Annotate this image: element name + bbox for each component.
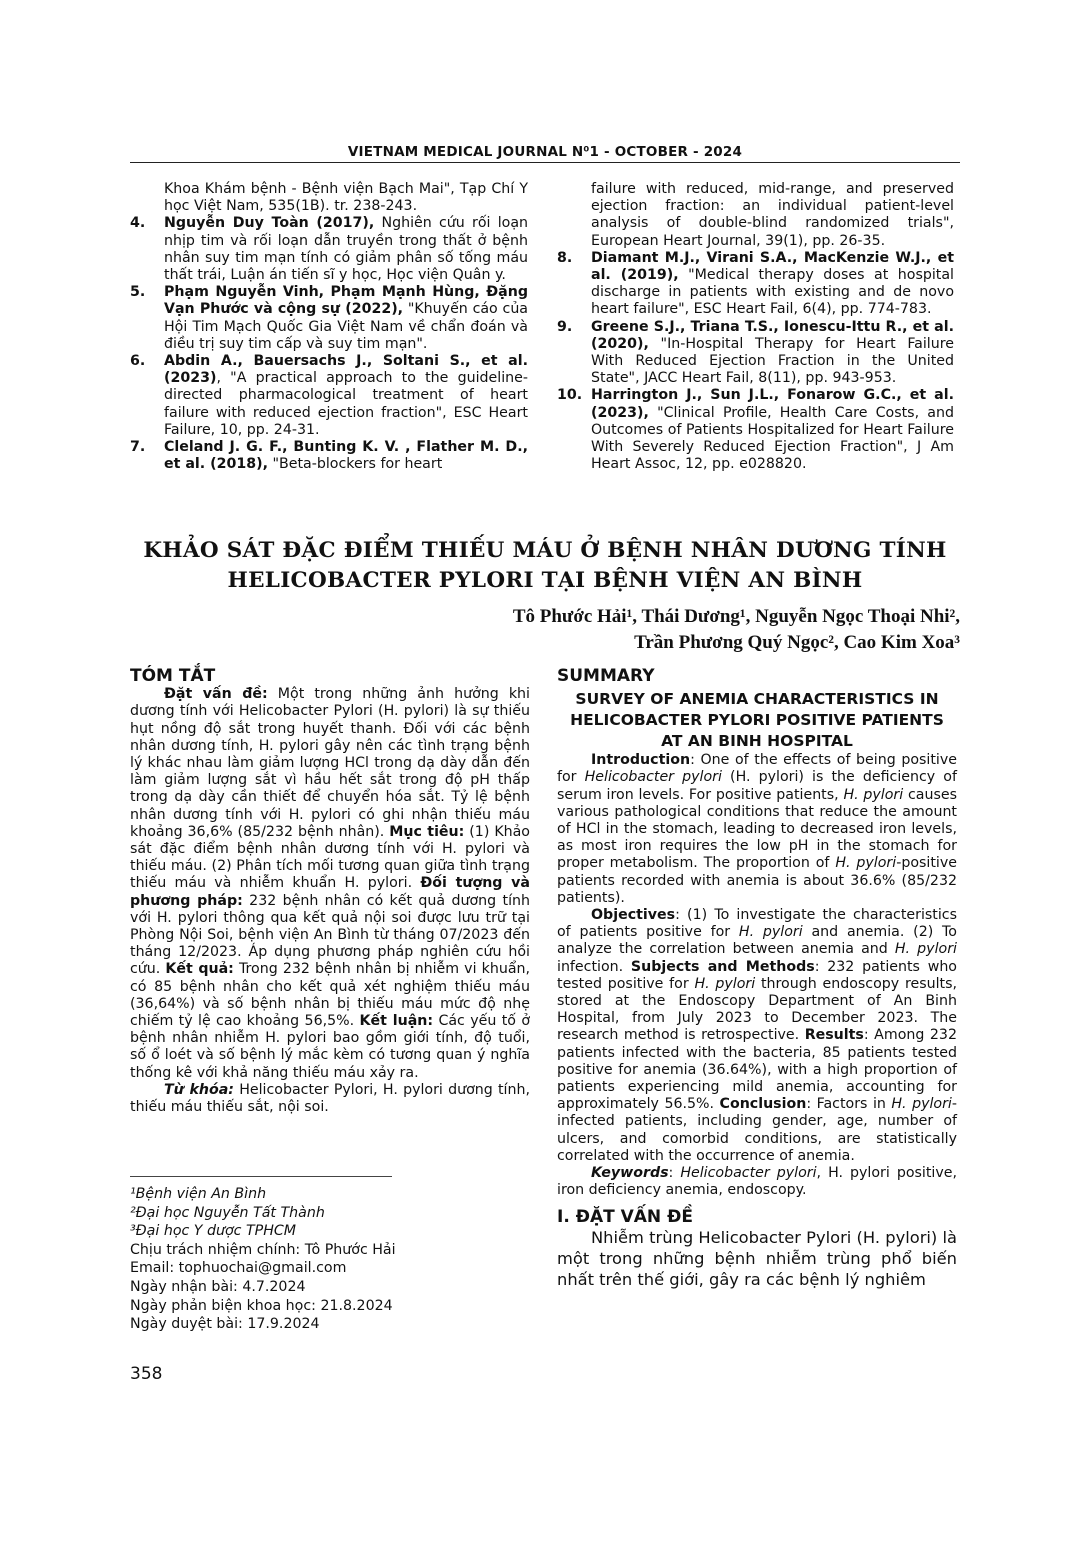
footnote-rule	[130, 1176, 392, 1177]
running-header: VIETNAM MEDICAL JOURNAL N⁰1 - OCTOBER - 2024	[347, 144, 743, 160]
tomtat-keywords: Từ khóa: Helicobacter Pylori, H. pylori dương tính, thiếu máu thiếu sắt, nội soi.	[130, 1081, 530, 1116]
authors-line-1: Tô Phước Hải¹, Thái Dương¹, Nguyễn Ngọc Thoại Nhi²,	[512, 606, 960, 627]
summary-title: SURVEY OF ANEMIA CHARACTERISTICS IN HELICOBACTER PYLORI POSITIVE PATIENTS AT AN BINH HOSPITAL	[570, 690, 944, 751]
reference-6: 6. Abdin A., Bauersachs J., Soltani S., et al. (2023), "A practical approach to the guideline-directed pharmacological treatment of heart failure with reduced ejection fraction", ESC Heart Failure, 10, pp. 24-31.	[130, 353, 528, 438]
article-title-line-1: KHẢO SÁT ĐẶC ĐIỂM THIẾU MÁU Ở BỆNH NHÂN DƯƠNG TÍNH	[143, 538, 947, 563]
references-right-column	[557, 181, 954, 473]
summary-heading: SUMMARY	[557, 666, 655, 686]
reference-4: 4. Nguyễn Duy Toàn (2017), Nghiên cứu rối loạn nhịp tim và rối loạn dẫn truyền trong thất ở bệnh nhân suy tim mạn tính có giảm phân số tống máu thất trái, Luận án tiến sĩ y học, Học viện Quân y.	[130, 215, 528, 284]
footnote-responsible-author: Chịu trách nhiệm chính: Tô Phước Hải	[130, 1241, 396, 1258]
article-authors	[513, 604, 960, 656]
summary-introduction: Introduction: One of the effects of being positive for Helicobacter pylori (H. pylori) is the deficiency of serum iron levels. For positive patients, H. pylori causes various pathological conditions that reduce the amount of HCl in the stomach, leading to decreased iron levels, as most iron requires the low pH in the stomach for proper metabolism. The proportion of H. pylori-positive patients recorded with anemia is about 36.6% (85/232 patients).	[557, 752, 957, 906]
footnote-email: Email: tophuochai@gmail.com	[130, 1260, 347, 1277]
footnote-review-date: Ngày phản biện khoa học: 21.8.2024	[130, 1297, 393, 1314]
reference-5: 5. Phạm Nguyễn Vinh, Phạm Mạnh Hùng, Đặng Vạn Phước và cộng sự (2022), "Khuyến cáo của Hội Tim Mạch Quốc Gia Việt Nam về chẩn đoán và điều trị suy tim cấp và suy tim mạn".	[130, 284, 529, 352]
summary-objectives: Objectives: (1) To investigate the characteristics of patients positive for H. pylori and anemia. (2) To analyze the correlation between anemia and H. pylori infection. Subjects and Methods: 232 patients who tested positive for H. pylori through endoscopy results, stored at the Endoscopy Department of An Binh Hospital, from July 2023 to December 2023. The research method is retrospective. Results: Among 232 patients infected with the bacteria, 85 patients tested positive for anemia (36.64%), with a high proportion of patients experiencing mild anemia, accounting for approximately 56.5%. Conclusion: Factors in H. pylori-infected patients, including gender, age, number of ulcers, and comorbid conditions, are statistically correlated with the occurrence of anemia.	[557, 907, 957, 1164]
footnote-received-date: Ngày nhận bài: 4.7.2024	[130, 1278, 306, 1295]
references-left-column	[130, 181, 528, 473]
footnote-affiliation-3: ³Đại học Y dược TPHCM	[130, 1223, 297, 1240]
section-1-heading: I. ĐẶT VẤN ĐỀ	[557, 1207, 693, 1228]
summary-keywords: Keywords: Helicobacter pylori, H. pylori positive, iron deficiency anemia, endoscopy.	[557, 1165, 957, 1199]
footnote-affiliation-2: ²Đại học Nguyễn Tất Thành	[130, 1204, 325, 1221]
tomtat-body: Đặt vấn đề: Một trong những ảnh hưởng khi dương tính với Helicobacter Pylori (H. pylori) là sự thiếu hụt nồng độ sắt trong huyết thanh. Đối với các bệnh nhân dương tính, H. pylori gây nên các tình trạng bệnh lý khác nhau làm giảm lượng HCl trong dạ dày dẫn đến làm giảm lượng sắt vì hầu hết sắt trong độ pH thấp trong dạ dày cần thiết để chuyển hóa sắt. Tỷ lệ bệnh nhân dương tính với H. pylori có ghi nhận thiếu máu khoảng 36,6% (85/232 bệnh nhân). Mục tiêu: (1) Khảo sát đặc điểm bệnh nhân dương tính với H. pylori và thiếu máu. (2) Phân tích mối tương quan giữa tình trạng thiếu máu và nhiễm khuẩn H. pylori. Đối tượng và phương pháp: 232 bệnh nhân có kết quả dương tính với H. pylori thông qua kết quả nội soi được lưu trữ tại Phòng Nội Soi, bệnh viện An Bình từ tháng 07/2023 đến tháng 12/2023. Áp dụng phương pháp nghiên cứu hồi cứu. Kết quả: Trong 232 bệnh nhân bị nhiễm vi khuẩn, có 85 bệnh nhân cho kết quả xét nghiệm thiếu máu (36,64%) và số bệnh nhân bị thiếu máu mức độ nhẹ chiếm tỷ lệ cao khoảng 56,5%. Kết luận: Các yếu tố ở bệnh nhân nhiễm H. pylori bao gồm giới tính, độ tuổi, số ổ loét và số bệnh lý mắc kèm có tương quan ý nghĩa thống kê với khả năng thiếu máu xảy ra.	[130, 686, 531, 1081]
page-number: 358	[130, 1364, 163, 1384]
section-1-body: Nhiễm trùng Helicobacter Pylori (H. pylori) là một trong những bệnh nhiễm trùng phổ biến nhất trên thế giới, gây ra các bệnh lý nghiêm	[557, 1227, 957, 1289]
reference-8: 8. Diamant M.J., Virani S.A., MacKenzie W.J., et al. (2019), "Medical therapy doses at hospital discharge in patients with existing and de novo heart failure", ESC Heart Fail, 6(4), pp. 774-783.	[557, 249, 954, 318]
article-title	[0, 536, 1090, 596]
tomtat-heading: TÓM TẮT	[130, 666, 216, 686]
reference-10: 10. Harrington J., Sun J.L., Fonarow G.C., et al. (2023), "Clinical Profile, Health Care Costs, and Outcomes of Patients Hospitalized for Heart Failure With Severely Reduced Ejection Fraction", J Am Heart Assoc, 12, pp. e028820.	[557, 387, 954, 473]
article-title-line-2: HELICOBACTER PYLORI TẠI BỆNH VIỆN AN BÌNH	[227, 568, 863, 593]
reference-9: 9. Greene S.J., Triana T.S., Ionescu-Ittu R., et al. (2020), "In-Hospital Therapy for Heart Failure With Reduced Ejection Fraction in the United State", JACC Heart Fail, 8(11), pp. 943-953.	[557, 318, 954, 387]
header-rule	[130, 162, 960, 163]
footnote-affiliation-1: ¹Bệnh viện An Bình	[130, 1186, 267, 1202]
english-summary	[557, 668, 957, 1290]
reference-7-continued: failure with reduced, mid-range, and preserved ejection fraction: an individual patient-level analysis of double-blind randomized trials", European Heart Journal, 39(1), pp. 26-35.	[591, 181, 954, 249]
reference-3-continued: Khoa Khám bệnh - Bệnh viện Bạch Mai", Tạp Chí Y học Việt Nam, 535(1B). tr. 238-243.	[164, 181, 528, 215]
footnote-accepted-date: Ngày duyệt bài: 17.9.2024	[130, 1316, 320, 1333]
authors-line-2: Trần Phương Quý Ngọc², Cao Kim Xoa³	[634, 632, 960, 653]
vietnamese-abstract	[130, 668, 530, 1116]
reference-7: 7. Cleland J. G. F., Bunting K. V. , Flather M. D., et al. (2018), "Beta-blockers for heart	[130, 439, 528, 473]
footnotes	[130, 1185, 396, 1334]
